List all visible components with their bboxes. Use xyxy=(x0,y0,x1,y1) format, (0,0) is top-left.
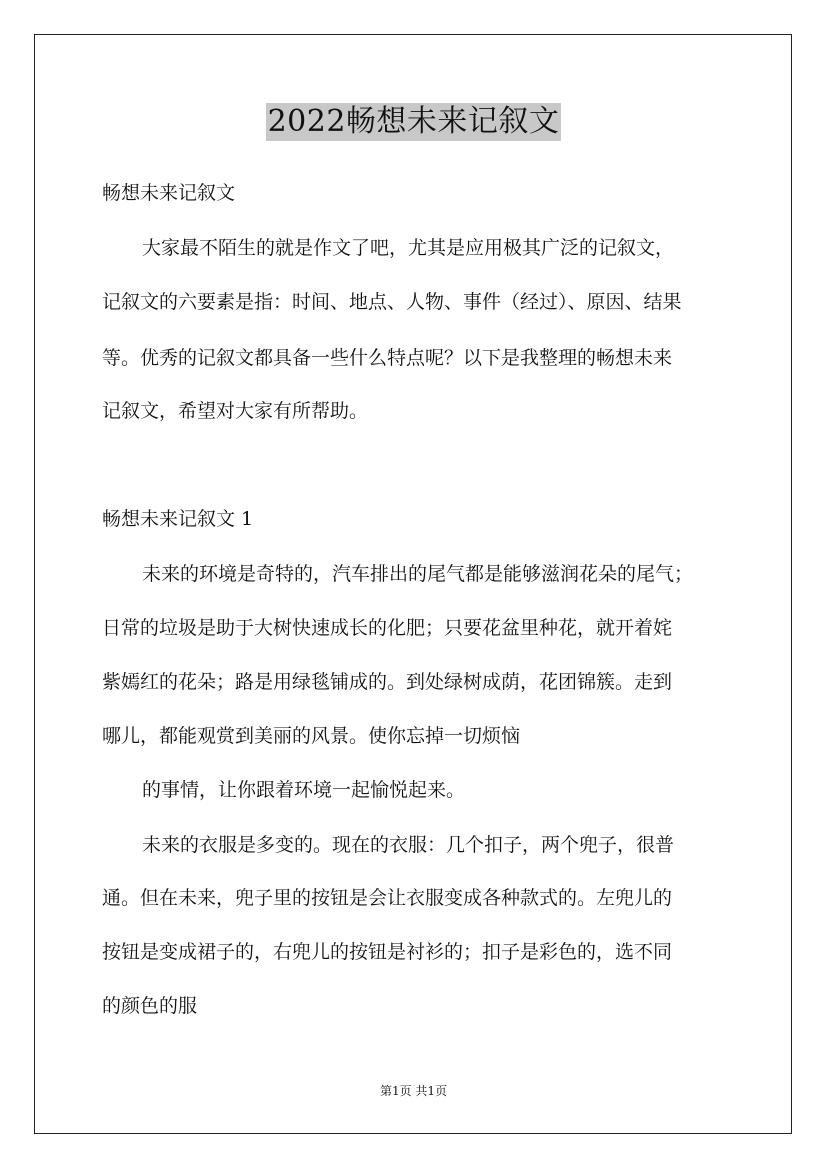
body-line: 哪儿，都能观赏到美丽的风景。使你忘掉一切烦恼 xyxy=(102,725,521,747)
body-line: 的事情，让你跟着环境一起愉悦起来。 xyxy=(142,779,466,801)
body-line: 未来的衣服是多变的。现在的衣服：几个扣子，两个兜子，很普 xyxy=(142,834,675,856)
document-subtitle: 畅想未来记叙文 xyxy=(102,182,236,204)
body-line: 未来的环境是奇特的，汽车排出的尾气都是能够滋润花朵的尾气； xyxy=(142,563,694,585)
body-line: 按钮是变成裙子的，右兜儿的按钮是衬衫的；扣子是彩色的，选不同 xyxy=(102,941,673,963)
body-line: 紫嫣红的花朵；路是用绿毯铺成的。到处绿树成荫，花团锦簇。走到 xyxy=(102,671,673,693)
body-line: 通。但在未来，兜子里的按钮是会让衣服变成各种款式的。左兜儿的 xyxy=(102,887,673,909)
title-container xyxy=(0,103,827,141)
page-footer: 第1页 共1页 xyxy=(379,1084,448,1098)
body-line: 的颜色的服 xyxy=(102,995,198,1017)
document-title: 2022畅想未来记叙文 xyxy=(267,104,560,139)
intro-line: 等。优秀的记叙文都具备一些什么特点呢？以下是我整理的畅想未来 xyxy=(102,347,673,369)
intro-line: 记叙文，希望对大家有所帮助。 xyxy=(102,400,369,422)
intro-line: 大家最不陌生的就是作文了吧，尤其是应用极其广泛的记叙文， xyxy=(142,237,675,259)
body-line: 日常的垃圾是助于大树快速成长的化肥；只要花盆里种花，就开着姹 xyxy=(102,617,673,639)
section-heading: 畅想未来记叙文 1 xyxy=(102,508,254,530)
intro-line: 记叙文的六要素是指：时间、地点、人物、事件（经过）、原因、结果 xyxy=(102,291,682,313)
